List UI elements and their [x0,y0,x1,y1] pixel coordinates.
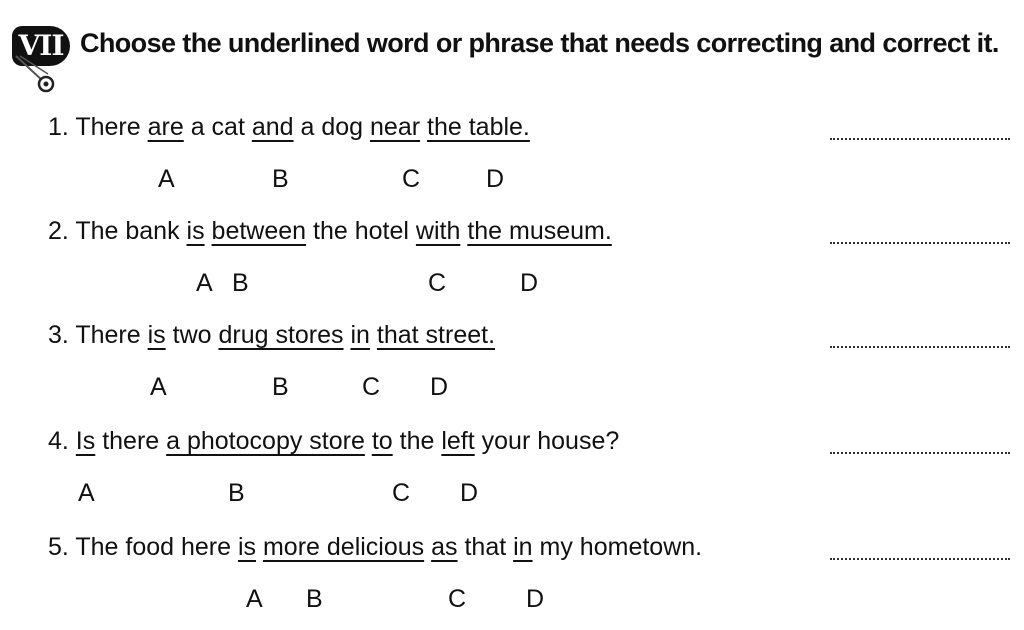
option-letter-a: A [158,165,175,193]
sentence-text: my hometown. [532,533,703,561]
option-letter-d: D [520,269,539,297]
question-4-sentence [48,424,619,458]
sentence-text: your house? [474,427,620,455]
question-1-sentence [48,110,530,144]
answer-blank[interactable] [830,346,1010,348]
option-letter-c: C [448,585,467,613]
sentence-text: 4. [48,427,76,455]
option-letter-d: D [526,585,545,613]
sentence-text: 2. The bank [48,217,187,245]
underlined-phrase: the museum. [467,217,612,245]
sentence-text: the hotel [306,217,416,245]
underlined-phrase: in [350,321,370,349]
answer-blank[interactable] [830,452,1010,454]
underlined-phrase: that street. [376,321,496,349]
answer-blank[interactable] [830,558,1010,560]
option-letter-c: C [402,165,421,193]
option-letter-d: D [460,479,479,507]
sentence-text: there [95,427,167,455]
sentence-text: 3. There [48,321,148,349]
answer-blank[interactable] [830,242,1010,244]
option-letter-b: B [272,165,289,193]
sentence-text [420,113,427,141]
sentence-text [205,217,212,245]
option-letter-a: A [246,585,263,613]
underlined-phrase: to [371,427,393,455]
sentence-text: 5. The food here [48,533,238,561]
option-letter-b: B [232,269,249,297]
underlined-phrase: is [237,533,257,561]
section-badge-label: VII [18,29,64,62]
underlined-phrase: left [441,427,475,455]
sentence-text [370,321,377,349]
option-letter-a: A [150,373,167,401]
underlined-phrase: a photocopy store [166,427,365,455]
sentence-text: a dog [293,113,371,141]
underlined-phrase: in [513,533,533,561]
underlined-phrase: as [431,533,458,561]
sentence-text: that [457,533,514,561]
pin-icon [14,54,66,96]
sentence-text [365,427,372,455]
option-letter-b: B [272,373,289,401]
option-letter-c: C [362,373,381,401]
underlined-phrase: is [147,321,166,349]
question-5-sentence [48,530,702,564]
option-letter-d: D [430,373,449,401]
underlined-phrase: Is [75,427,96,455]
instruction-title: Choose the underlined word or phrase that needs correcting and correct it. [80,28,999,58]
option-letter-d: D [486,165,505,193]
option-letter-b: B [306,585,323,613]
sentence-text: the [392,427,442,455]
underlined-phrase: and [251,113,294,141]
underlined-phrase: near [370,113,421,141]
sentence-text [256,533,263,561]
underlined-phrase: with [415,217,461,245]
option-letter-b: B [228,479,245,507]
underlined-phrase: more delicious [262,533,425,561]
sentence-text: 1. There [48,113,148,141]
option-letter-a: A [78,479,95,507]
underlined-phrase: drug stores [218,321,344,349]
underlined-phrase: between [211,217,307,245]
sentence-text: a cat [183,113,252,141]
option-letter-c: C [392,479,411,507]
underlined-phrase: the table. [427,113,530,141]
option-letter-c: C [428,269,447,297]
underlined-phrase: is [186,217,205,245]
question-3-sentence [48,318,495,352]
answer-blank[interactable] [830,138,1010,140]
underlined-phrase: are [147,113,184,141]
option-letter-a: A [196,269,213,297]
sentence-text: two [165,321,219,349]
question-2-sentence [48,214,612,248]
